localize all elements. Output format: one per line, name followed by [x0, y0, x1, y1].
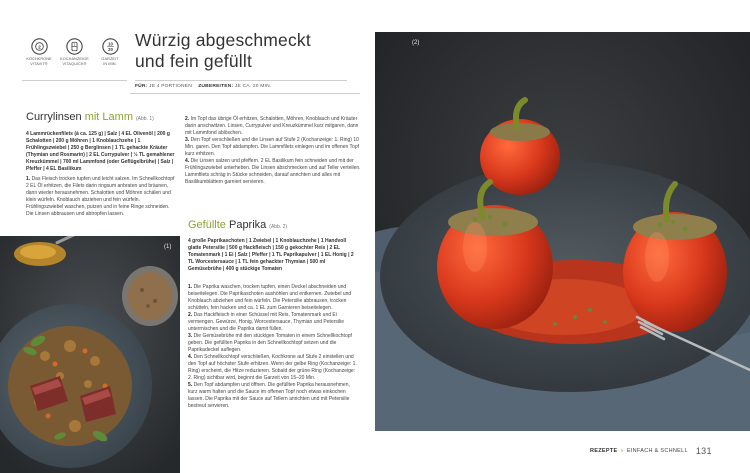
photo-1-label: (1)	[164, 244, 172, 250]
title-line-2: und fein gefüllt	[135, 51, 253, 71]
recipe-1-step-1: 1. Das Fleisch trocken tupfen und leicht salzen. Im Schnellkochtopf 2 EL Öl erhitzen, die Filets darin ringsum anbraten und bräunen, dann wieder herausnehmen. Schalotten und Möhren schälen und klein würfeln. Knoblauch abziehen und fein würfeln. Frühlingszwiebel waschen, putzen und in feine Ringe schneiden. Die Linsen abbrausen und abtropfen lassen.	[26, 176, 175, 217]
recipe-1-step-2: 2. Im Topf das übrige Öl erhitzen, Schalotten, Möhren, Knoblauch und Kräuter darin anschwitzen. Linsen, Currypulver und Kreuzkümmel kurz mitgaren, dann mit Lammfond ablöschen.	[185, 116, 359, 136]
kochanzeige-icon	[66, 38, 83, 55]
footer-separator-icon: »	[620, 448, 624, 454]
recipe-2-step-1: 1. Die Paprika waschen, trocken tupfen, einen Deckel abschneiden und beiseitelegen. Die Paprikaschoten aushöhlen und entkernen. Zwiebel und Knoblauch abziehen und fein würfeln. Die Petersilie abbrausen, trocken schütteln, fein hacken und ca. 1 EL zum Garnieren beiseitelegen.	[188, 284, 352, 311]
kochkrone-icon	[31, 38, 48, 55]
icon-caption: KOCHKRONE VITAVIT®	[26, 57, 52, 66]
page-footer	[590, 446, 740, 456]
page-title	[135, 30, 355, 72]
currylinsen-illustration	[0, 236, 180, 473]
title-line-1: Würzig abgeschmeckt	[135, 30, 311, 50]
recipe-2-ingredients: 4 große Paprikaschoten | 1 Zwiebel | 1 Knoblauchzehe | 1 Handvoll glatte Petersilie | 500 g Hackfleisch | 150 g gekochter Reis | 2 EL Tomatenmark | 1 Ei | Salz | Pfeffer | 1 TL Paprikapulver | 1 EL Honig | 2 TL Worcestersauce | 1 TL fein gehackter Thymian | 500 ml Gemüsebrühe | 400 g stückige Tomaten	[188, 238, 354, 272]
recipe-1-title: Currylinsen mit Lamm (Abb. 1)	[26, 111, 154, 123]
svg-text:10: 10	[107, 41, 113, 47]
kochkrone-legend	[22, 38, 56, 78]
icon-caption: KOCHANZEIGE VITAQUICK®	[60, 57, 89, 66]
svg-text:20: 20	[107, 46, 113, 52]
recipe-2-step-3: 3. Die Gemüsebrühe mit den stückigen Tomaten in einem Schnellkochtopf geben. Die gefüllten Paprika in den Schnellkochtopf setzen und die Paprikadeckel auflegen.	[188, 333, 352, 353]
footer-section: REZEPTE	[590, 448, 618, 454]
svg-text:1: 1	[73, 42, 76, 47]
meta-rule	[130, 93, 360, 94]
icon-caption: GARZEIT IN MIN.	[101, 57, 119, 66]
garzeit-icon	[102, 38, 119, 55]
photo-gefuellte-paprika	[375, 32, 750, 431]
garzeit-legend	[93, 38, 127, 78]
footer-subsection: EINFACH & SCHNELL	[626, 448, 688, 454]
icon-strip	[22, 38, 127, 78]
recipe-2-steps	[188, 284, 360, 410]
recipe-2-step-4: 4. Den Schnellkochtopf verschließen, Kochkrone auf Stufe 2 einstellen und den Topf auf höchster Stufe erhitzen. Wenn der gelbe Ring (Kochanzeige: 1. Ring) erscheint, die Hitze reduzieren. Sobald der grüne Ring (Kochanzeige: 2. Ring) sichtbar wird, beginnt die Garzeit von 15–20 Min.	[188, 354, 357, 381]
recipe-2-step-2: 2. Das Hackfleisch in einer Schüssel mit Reis, Tomatenmark und Ei vermengen. Gewürze, Honig, Worcestersauce, Thymian und Petersilie unterrnischen und die Paprika damit füllen.	[188, 312, 344, 332]
icon-divider	[22, 80, 127, 81]
recipe-2-title: Gefüllte Paprika (Abb. 2)	[188, 219, 288, 231]
photo-currylinsen	[0, 236, 180, 473]
kochanzeige-legend	[58, 38, 92, 78]
recipe-1-steps-col-2	[185, 116, 361, 186]
servings-meta: FÜR: JE 4 PORTIONEN ZUBEREITEN: JE CA. 20 MIN.	[135, 84, 272, 89]
paprika-illustration	[375, 32, 750, 431]
recipe-2-step-5: 5. Den Topf abdampfen und öffnen. Die gefüllten Paprika herausnehmen, kurz warm halten und die Sauce im offenen Topf noch etwas einkochen lassen. Die Paprika mit der Sauce auf Tellern anrichten und mit Petersilie bestreut servieren.	[188, 382, 350, 409]
title-rule	[135, 80, 347, 81]
svg-text:2: 2	[37, 44, 41, 50]
recipe-1-step-4: 4. Die Linsen salzen und pfeffern. 2 EL Basilikum fein schneiden und mit der Frühlingszwiebel unterheben. Die Linsen abschmecken und auf Teller verteilen. Lammfilets schräg in Stücke schneiden, darauf anrichten und alles mit Basilikumblättern garniert servieren.	[185, 158, 361, 185]
page-number: 131	[695, 446, 712, 456]
photo-2-label: (2)	[412, 40, 420, 46]
recipe-1-ingredients: 4 Lammrückenfilets (à ca. 125 g) | Salz | 4 EL Olivenöl | 200 g Schalotten | 200 g Möhren | 1 Knoblauchzehe | 1 Frühlingszwiebel | 250 g Berglinsen | 1 TL gehackte Kräuter (Thymian und Rosmarin) | 2 EL Currypulver | ½ TL gemahlener Kreuzkümmel | 700 ml Lammfond (oder Geflügelbrühe) | Salz | Pfeffer | 4 EL Basilikum	[26, 131, 175, 172]
recipe-1-steps-col-1	[26, 176, 178, 218]
recipe-1-step-3: 3. Den Topf verschließen und die Linsen auf Stufe 2 (Kochanzeige: 1. Ring) 10 Min. garen. Den Topf abdampfen. Die Lammfilets einlegen und im offenen Topf kurz erhitzen.	[185, 137, 359, 157]
